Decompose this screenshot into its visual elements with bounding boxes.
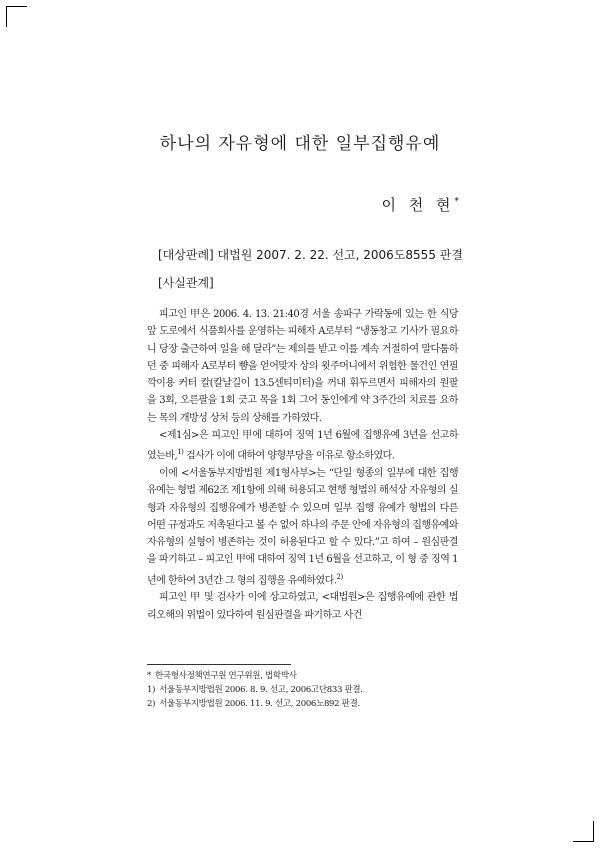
footnote-divider (147, 664, 291, 665)
footnote-item (147, 683, 458, 697)
footnote-mark: 2) (147, 699, 156, 709)
footnote-text: 서울동부지방법원 2006. 11. 9. 선고, 2006노892 판결. (159, 699, 360, 709)
case-reference: [대상판례] 대법원 2007. 2. 22. 선고, 2006도8555 판결 (158, 248, 463, 262)
paragraph-text: 피고인 甲 및 검사가 이에 상고하였고, <대법원>은 집행유예에 관한 법리오해의 위법이 있다하여 원심판결을 파기하고 사건 (147, 592, 458, 621)
paragraph-text: 피고인 甲은 2006. 4. 13. 21:40경 서울 송파구 가락동에 있는 한 식당 앞 도로에서 식품회사를 운영하는 피해자 A로부터 “냉동창고 기사가 필요하니 당장 출근하여 일을 해 달라”는 제의를 받고 이를 계속 거절하여 말다툼하던 중 피해자 A로부터 뺨을 얻어맞자 상의 윗주머니에서 위험한 물건인 연필깍이용 커터 칼(칼날길이 13.5센티미터)을 꺼내 휘두르면서 피해자의 원팔을 3회, 오른팔을 1회 긋고 목을 1회 그어 동인에게 약 3주간의 치료를 요하는 목의 개방성 상처 등의 상해를 가하였다. (147, 309, 458, 424)
author-name-text: 이 천 현 (381, 196, 455, 214)
footnote-mark: * (147, 671, 151, 681)
footnote-text: 한국형사정책연구원 연구위원, 법학박사 (154, 671, 297, 681)
author-footnote-mark: * (454, 197, 459, 207)
footnote-ref[interactable]: 1) (177, 448, 184, 457)
paragraph (147, 589, 458, 624)
footnote-text: 서울동부지방법원 2006. 8. 9. 선고, 2006고단833 판결. (159, 685, 363, 695)
paragraph-text: <제1심>은 피고인 甲에 대하여 징역 1년 6월에 집행유예 3년을 선고하였는바, (147, 430, 458, 462)
paragraph-text-tail: 검사가 이에 대하여 양형부당을 이유로 항소하였다. (183, 450, 395, 462)
footnotes (147, 669, 458, 711)
crop-mark-top-left (6, 6, 27, 27)
section-heading-facts: [사실관계] (158, 276, 214, 290)
footnote-item (147, 669, 458, 683)
article-title: 하나의 자유형에 대한 일부집행유예 (159, 134, 441, 154)
paragraph-text: 이에 <서울동부지방법원 제1형사부>는 “단일 형종의 일부에 대한 집행유예는 형법 제62조 제1항에 의해 허용되고 현행 형법의 해석상 자유형의 실형과 자유형의 집행유예가 병존할 수 있으며 일부 집행 유예가 형법의 다른 어떤 규정과도 저촉된다고 볼 수 없어 하나의 주문 안에 자유형의 집행유예와 자유형의 실형이 병존하는 것이 허용된다고 할 수 있다.”고 하여 – 원심판결을 파기하고 – 피고인 甲에 대하여 징역 1년 6월을 선고하고, 이 형 중 징역 1년에 한하여 3년간 그 형의 집행을 유예하였다. (147, 468, 458, 587)
footnote-item (147, 697, 458, 711)
paragraph (147, 427, 458, 465)
paragraph (147, 306, 458, 427)
author-name (381, 194, 459, 215)
body-text (147, 306, 458, 624)
crop-mark-bottom-right (573, 821, 594, 842)
footnote-mark: 1) (147, 685, 156, 695)
paragraph (147, 465, 458, 589)
footnote-ref[interactable]: 2) (336, 572, 343, 581)
